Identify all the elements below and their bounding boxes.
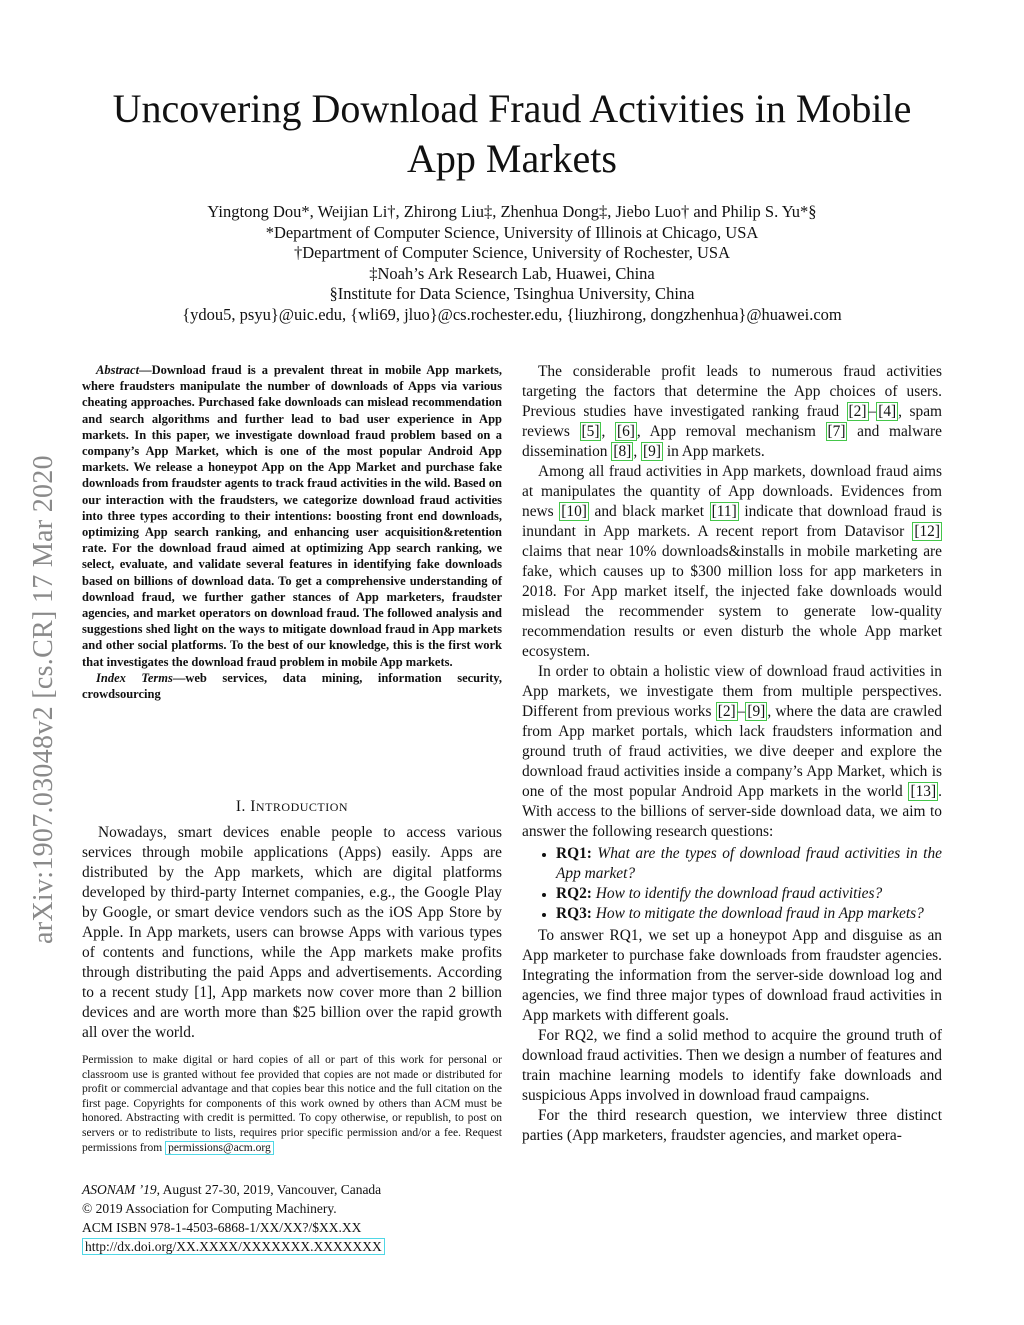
text-run: , xyxy=(601,423,615,440)
section-title-rest: NTRODUCTION xyxy=(255,800,349,814)
arxiv-identifier: arXiv:1907.03048v2 [cs.CR] 17 Mar 2020 xyxy=(28,455,59,944)
text-run: . With access to the billions of server-side download data, we aim to answer the following research questions: xyxy=(522,783,942,840)
text-run: , spam reviews xyxy=(522,403,942,440)
text-run: and malware dissemination xyxy=(522,423,942,460)
citation-link[interactable]: [9] xyxy=(643,443,661,460)
citation-link[interactable]: [6] xyxy=(616,423,635,440)
section-heading-introduction xyxy=(82,798,502,816)
citation-link[interactable]: [11] xyxy=(711,503,737,520)
text-run: Among all fraud activities in App markets, download fraud aims at manipulates the quantity of App downloads. Evidences from news xyxy=(522,463,942,520)
citation-link[interactable]: [8] xyxy=(613,443,632,460)
right-paragraph-2 xyxy=(522,462,942,662)
permission-text: Permission to make digital or hard copies of all or part of this work for personal or classroom use is granted without fee provided that copies are not made or distributed for profit or commercial advantage and that copies bear this notice and the full citation on the first page. Copyrights for components of this work owned by others than ACM must be honored. Abstracting with credit is permitted. To copy otherwise, or republish, to post on servers or to redistribute to lists, requires prior specific permission and/or a fee. Request permissions from xyxy=(82,1054,502,1154)
citation-link[interactable]: [12] xyxy=(914,523,940,540)
research-question-1 xyxy=(556,844,942,884)
citation-link[interactable]: [5] xyxy=(581,423,600,440)
citation-link[interactable]: [4] xyxy=(878,403,897,420)
text-run: indicate that download fraud is inundant in App markets. A recent report from Datavisor xyxy=(522,503,943,540)
isbn-line: ACM ISBN 978-1-4503-6868-1/XX/XX?/$XX.XX xyxy=(82,1220,362,1235)
introduction-left xyxy=(82,823,502,1043)
text-run: claims that near 10% downloads&installs in mobile marketing are fake, which causes up to $300 million loss for app marketers in 2018. For App market itself, the injected fake downloads would mislead the recommender system to generate low-quality recommendation results or even disturb the whole App market ecosystem. xyxy=(522,543,942,660)
abstract-text: —Download fraud is a prevalent threat in mobile App markets, where fraudsters manipulate the number of downloads of Apps via various cheating approaches. Purchased fake downloads can mislead recommendation and search algorithms and further lead to bad user experience in App markets. In this paper, we investigate download fraud problem based on a company’s App Market, which is one of the most popular Android App markets. We release a honeypot App on the App Market and purchase fake downloads from fraudster agents to track fraud activities in the wild. Based on our interaction with the fraudsters, we categorize download fraud activities into three types according to their intentions: boosting front end downloads, optimizing App search ranking, and enhancing user acquisition&retention rate. For the download fraud aimed at optimizing App search ranking, we select, evaluate, and validate several features in identifying fake downloads based on billions of download data. To get a comprehensive understanding of download fraud, we further gather stances of App marketers, fraudster agencies, and market operators on download fraud. The followed analysis and suggestions shed light on the ways to mitigate download fraud in App markets and other social platforms. To the best of our knowledge, this is the first work that investigates the download fraud problem in mobile App markets. xyxy=(82,363,502,669)
right-paragraph-6: For the third research question, we interview three distinct parties (App marketers, fraudster agencies, and market opera- xyxy=(522,1107,942,1144)
index-terms-text: —web services, data mining, information security, crowdsourcing xyxy=(82,670,502,702)
right-paragraph-4: To answer RQ1, we set up a honeypot App and disguise as an App marketer to purchase fake downloads from fraudster agencies. Integrating the information from the server-side download log and agencies, we find three major types of download fraud activities in App markets with different goals. xyxy=(522,927,942,1024)
introduction-right xyxy=(522,362,942,1146)
citation-link[interactable]: [9] xyxy=(747,703,766,720)
research-questions-list xyxy=(522,844,942,924)
rq-text: How to mitigate the download fraud in App markets? xyxy=(595,905,924,922)
doi-link[interactable]: http://dx.doi.org/XX.XXXX/XXXXXXX.XXXXXXX xyxy=(82,1238,385,1255)
citation-link[interactable]: [7] xyxy=(827,423,846,440)
section-title-initial: I xyxy=(250,798,256,815)
citation-link[interactable]: [2] xyxy=(717,703,736,720)
citation-link[interactable]: [13] xyxy=(910,783,937,800)
citation-link[interactable]: [10] xyxy=(561,503,587,520)
copyright-line: © 2019 Association for Computing Machinery. xyxy=(82,1201,337,1216)
intro-paragraph-1: Nowadays, smart devices enable people to access various services through mobile applications (Apps) easily. Apps are distributed by the App markets, which are digital platforms developed by third-party Internet companies, e.g., the Google Play by Google, or smart device vendors such as the iOS App Store by Apple. In App markets, users can browse Apps with various types of contents and functions, while the App markets make profits through distributing the paid Apps and advertisements. According to a recent study [1], App markets now cover more than 2 billion devices and are worth more than $25 billion over the rapid growth all over the world. xyxy=(82,824,502,1041)
rq-text: What are the types of download fraud activities in the App market? xyxy=(556,845,942,882)
index-terms xyxy=(82,670,502,702)
citation-link[interactable]: [2] xyxy=(848,403,867,420)
text-run: and black market xyxy=(588,503,710,520)
author-block xyxy=(60,202,964,326)
author-emails: {ydou5, psyu}@uic.edu, {wli69, jluo}@cs.rochester.edu, {liuzhirong, dongzhenhua}@huawei.com xyxy=(182,304,842,324)
venue-details: , August 27-30, 2019, Vancouver, Canada xyxy=(156,1182,382,1197)
title-line-1: Uncovering Download Fraud Activities in Mobile xyxy=(112,86,912,131)
affiliation-huawei: ‡Noah’s Ark Research Lab, Huawei, China xyxy=(369,263,655,283)
text-run: – xyxy=(868,403,877,420)
index-terms-label: Index Terms xyxy=(96,670,173,685)
author-names: Yingtong Dou*, Weijian Li†, Zhirong Liu‡, Zhenhua Dong‡, Jiebo Luo† and Philip S. Yu*§ xyxy=(207,202,817,221)
rq-text: How to identify the download fraud activities? xyxy=(595,885,883,902)
research-question-3 xyxy=(556,904,942,924)
right-paragraph-3 xyxy=(522,662,942,842)
abstract-paragraph xyxy=(82,362,502,670)
text-run: , xyxy=(633,443,642,460)
conference-venue xyxy=(82,1180,502,1199)
abstract xyxy=(82,362,502,702)
text-run: – xyxy=(737,703,746,720)
venue-name: ASONAM ’19 xyxy=(82,1182,157,1197)
right-paragraph-1 xyxy=(522,362,942,462)
abstract-label: Abstract xyxy=(96,363,140,377)
text-run: , App removal mechanism xyxy=(636,423,826,440)
conference-info xyxy=(82,1180,502,1256)
affiliation-uic: *Department of Computer Science, University of Illinois at Chicago, USA xyxy=(265,222,759,242)
text-run: In order to obtain a holistic view of download fraud activities in App markets, we investigate them from multiple perspectives. Different from previous works xyxy=(522,663,942,720)
research-question-2 xyxy=(556,884,942,904)
section-number: I. xyxy=(235,798,246,815)
title-line-2: App Markets xyxy=(407,136,617,181)
right-paragraph-5: For RQ2, we find a solid method to acquire the ground truth of download fraud activities. Then we design a number of features and train machine learning models to identify fake downloads and suspicious Apps involved in download fraud campaigns. xyxy=(522,1027,942,1104)
rq-label: RQ1: xyxy=(556,845,592,862)
permissions-email-link[interactable]: permissions@acm.org xyxy=(165,1141,274,1155)
rq-label: RQ2: xyxy=(556,885,592,902)
affiliation-tsinghua: §Institute for Data Science, Tsinghua University, China xyxy=(329,284,695,304)
rq-label: RQ3: xyxy=(556,905,592,922)
paper-title xyxy=(60,84,964,184)
text-run: The considerable profit leads to numerous fraud activities targeting the factors that determine the App choices of users. Previous studies have investigated ranking fraud xyxy=(522,363,942,420)
text-run: , where the data are crawled from App market portals, which lack fraudsters information and ground truth of fraud activities, we dive deeper and explore the download fraud activities inside a company’s App Market, which is one of the most popular Android App markets in the world xyxy=(522,703,942,800)
permission-notice xyxy=(82,1053,502,1155)
affiliation-rochester: †Department of Computer Science, University of Rochester, USA xyxy=(293,243,731,263)
text-run: in App markets. xyxy=(662,443,765,460)
